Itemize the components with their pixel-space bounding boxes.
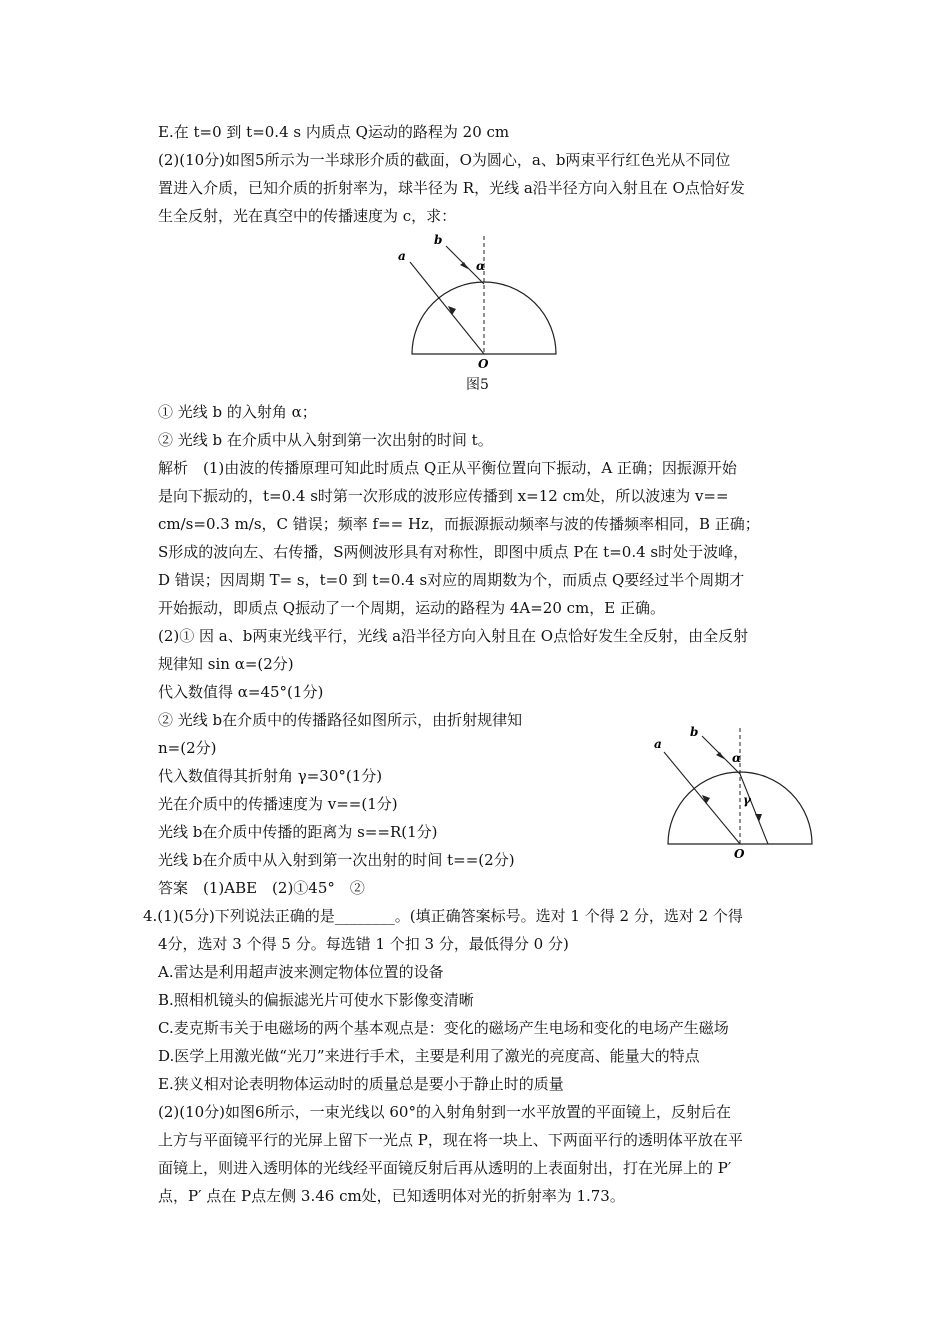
label-a: a xyxy=(398,249,406,263)
question-4-line: 4.(1)(5分)下列说法正确的是________。(填正确答案标号。选对 1 个得 2 分，选对 2 个得 xyxy=(143,907,743,925)
solution-line: cm/s=0.3 m/s，C 错误；频率 f== Hz，而振源振动频率与波的传播频率相同，B 正确； xyxy=(158,515,760,533)
label-O: O xyxy=(734,847,745,861)
label-alpha: α xyxy=(732,751,742,765)
solution-line: 光线 b在介质中传播的距离为 s==R(1分) xyxy=(158,823,438,841)
solution-line: 是向下振动的，t=0.4 s时第一次形成的波形应传播到 x=12 cm处，所以波速为 v== xyxy=(158,487,729,505)
label-alpha: α xyxy=(476,259,486,273)
solution-line: 代入数值得其折射角 γ=30°(1分) xyxy=(158,767,383,785)
question-4-part2-line: 点，P′ 点在 P点左侧 3.46 cm处，已知透明体对光的折射率为 1.73。 xyxy=(158,1187,625,1205)
option-c: C.麦克斯韦关于电磁场的两个基本观点是：变化的磁场产生电场和变化的电场产生磁场 xyxy=(158,1019,729,1037)
solution-line: 光在介质中的传播速度为 v==(1分) xyxy=(158,795,398,813)
question-4-part2-line: (2)(10分)如图6所示，一束光线以 60°的入射角射到一水平放置的平面镜上，反射后在 xyxy=(158,1103,731,1121)
label-O: O xyxy=(478,357,489,371)
solution-line: 代入数值得 α=45°(1分) xyxy=(158,683,324,701)
solution-line: D 错误；因周期 T= s，t=0 到 t=0.4 s对应的周期数为个，而质点 Q要经过半个周期才 xyxy=(158,571,745,589)
answer-line: 答案 (1)ABE (2)①45° ② xyxy=(158,879,365,897)
problem-line: (2)(10分)如图5所示为一半球形介质的截面，O为圆心，a、b两束平行红色光从不同位 xyxy=(158,151,731,169)
question-4-line: 4分，选对 3 个得 5 分。每选错 1 个扣 3 分，最低得分 0 分) xyxy=(158,935,569,953)
solution-line: 开始振动，即质点 Q振动了一个周期，运动的路程为 4A=20 cm，E 正确。 xyxy=(158,599,665,617)
solution-line: 光线 b在介质中从入射到第一次出射的时间 t==(2分) xyxy=(158,851,515,869)
solution-line: n=(2分) xyxy=(158,739,217,757)
problem-line: 置进入介质，已知介质的折射率为，球半径为 R，光线 a沿半径方向入射且在 O点恰好发 xyxy=(158,179,745,197)
solution-line: S形成的波向左、右传播，S两侧波形具有对称性，即图中质点 P在 t=0.4 s时处于波峰， xyxy=(158,543,749,561)
label-b: b xyxy=(434,233,443,247)
question-4-part2-line: 上方与平面镜平行的光屏上留下一光点 P，现在将一块上、下两面平行的透明体平放在平 xyxy=(158,1131,743,1149)
figure-refraction-path xyxy=(648,724,818,864)
label-gamma: γ xyxy=(743,793,751,807)
label-a: a xyxy=(654,737,662,751)
label-b: b xyxy=(690,725,699,739)
solution-line: 解析 (1)由波的传播原理可知此时质点 Q正从平衡位置向下振动，A 正确；因振源开始 xyxy=(158,459,737,477)
question-1: ① 光线 b 的入射角 α； xyxy=(158,403,317,421)
option-b: B.照相机镜头的偏振滤光片可使水下影像变清晰 xyxy=(158,991,474,1009)
solution-line: 规律知 sin α=(2分) xyxy=(158,655,294,673)
option-a: A.雷达是利用超声波来测定物体位置的设备 xyxy=(158,963,444,981)
figure-5-caption: 图5 xyxy=(466,377,489,393)
figure-5-hemisphere xyxy=(390,232,570,372)
option-e-line: E.在 t=0 到 t=0.4 s 内质点 Q运动的路程为 20 cm xyxy=(158,123,510,141)
option-e: E.狭义相对论表明物体运动时的质量总是要小于静止时的质量 xyxy=(158,1075,564,1093)
option-d: D.医学上用激光做“光刀”来进行手术，主要是利用了激光的亮度高、能量大的特点 xyxy=(158,1047,700,1065)
problem-line: 生全反射，光在真空中的传播速度为 c，求： xyxy=(158,207,457,225)
solution-line: (2)① 因 a、b两束光线平行，光线 a沿半径方向入射且在 O点恰好发生全反射，由全反射 xyxy=(158,627,749,645)
question-4-part2-line: 面镜上，则进入透明体的光线经平面镜反射后再从透明的上表面射出，打在光屏上的 P′ xyxy=(158,1159,732,1177)
question-2: ② 光线 b 在介质中从入射到第一次出射的时间 t。 xyxy=(158,431,493,449)
solution-line: ② 光线 b在介质中的传播路径如图所示，由折射规律知 xyxy=(158,711,523,729)
